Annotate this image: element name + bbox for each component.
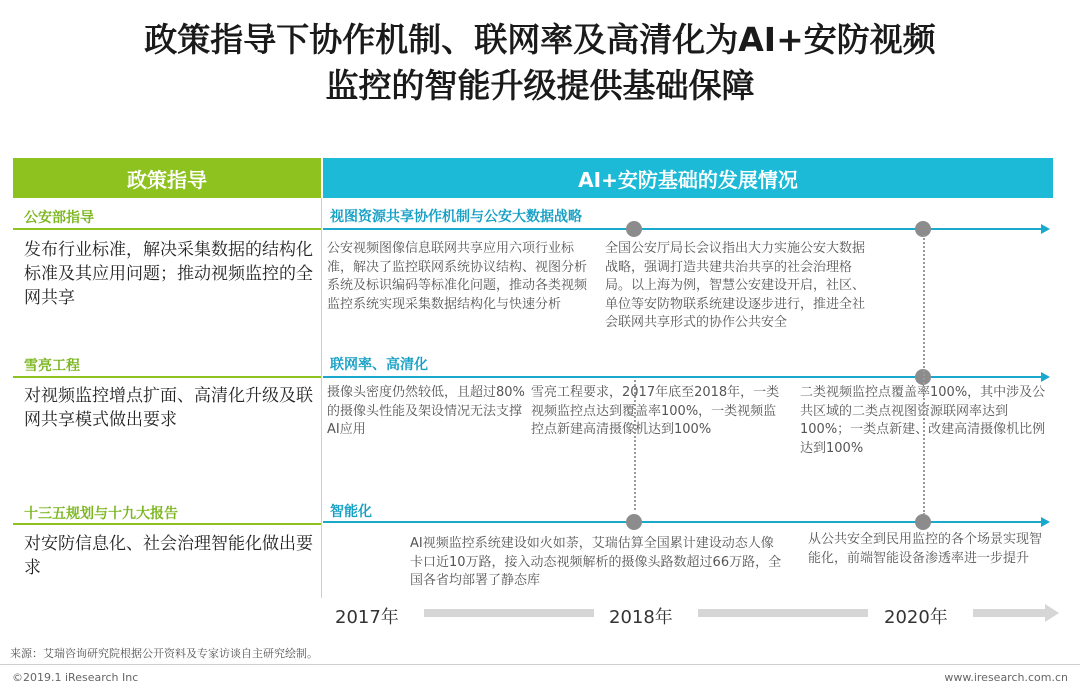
section-rule bbox=[13, 228, 321, 230]
timeline-line bbox=[323, 376, 1041, 378]
description-text: 全国公安厅局长会议指出大力实施公安大数据战略，强调打造共建共治共享的社会治理格局。以上海为例，智慧公安建设开启，社区、单位等安防物联系统建设逐步进行，推进全社会联网共享形式的协作公共安全 bbox=[605, 241, 866, 330]
section-label-mps: 公安部指导 bbox=[24, 210, 94, 226]
description-text: 二类视频监控点覆盖率100%，其中涉及公共区域的二类点视图资源联网率达到100%；一类点新建、改建高清摄像机比例达到100% bbox=[800, 385, 1046, 456]
timeline-connector bbox=[923, 235, 925, 515]
topic-label-intelligence: 智能化 bbox=[330, 504, 372, 520]
page-title-line1: 政策指导下协作机制、联网率及高清化为AI+安防视频 bbox=[144, 20, 936, 59]
section-rule bbox=[13, 376, 321, 378]
footer-divider bbox=[0, 664, 1080, 665]
axis-bar bbox=[973, 609, 1045, 617]
policy-text-five-year-plan: 对安防信息化、社会治理智能化做出要求 bbox=[24, 534, 313, 578]
timeline-dot bbox=[915, 514, 931, 530]
section-rule bbox=[13, 523, 321, 525]
axis-bar bbox=[698, 609, 868, 617]
section-label-five-year-plan: 十三五规划与十九大报告 bbox=[24, 506, 178, 522]
description-text: 公安视频图像信息联网共享应用六项行业标准，解决了监控联网系统协议结构、视图分析系统及标识编码等标准化问题，推动各类视频监控系统实现采集数据结构化与快速分析 bbox=[327, 241, 588, 312]
policy-text-sharp-eyes: 对视频监控增点扩面、高清化升级及联网共享模式做出要求 bbox=[24, 386, 313, 430]
column-divider bbox=[321, 198, 322, 598]
description-text: 摄像头密度仍然较低，且超过80%的摄像头性能及架设情况无法支撑AI应用 bbox=[327, 385, 525, 437]
timeline-dot bbox=[626, 514, 642, 530]
page-title-line2: 监控的智能升级提供基础保障 bbox=[325, 66, 755, 105]
development-header: AI+安防基础的发展情况 bbox=[323, 158, 1053, 198]
policy-text-mps: 发布行业标准，解决采集数据的结构化标准及其应用问题；推动视频监控的全网共享 bbox=[24, 240, 313, 308]
description-text: 从公共安全到民用监控的各个场景实现智能化，前端智能设备渗透率进一步提升 bbox=[808, 532, 1043, 566]
timeline-arrow-icon bbox=[1041, 517, 1050, 527]
section-label-sharp-eyes: 雪亮工程 bbox=[24, 358, 80, 374]
timeline-line bbox=[323, 521, 1041, 523]
description-text: 雪亮工程要求，2017年底至2018年，一类视频监控点达到覆盖率100%，一类视频监控点新建高清摄像机达到100% bbox=[531, 385, 780, 437]
description-text: AI视频监控系统建设如火如荼，艾瑞估算全国累计建设动态人像卡口近10万路，接入动态视频解析的摄像头路数超过66万路，全国各省均部署了静态库 bbox=[410, 536, 782, 588]
policy-guidance-header: 政策指导 bbox=[13, 158, 321, 198]
copyright: ©2019.1 iResearch Inc bbox=[12, 671, 139, 684]
timeline-arrow-icon bbox=[1041, 224, 1050, 234]
year-label-2017: 2017年 bbox=[335, 607, 399, 628]
topic-label-network: 联网率、高清化 bbox=[330, 357, 428, 373]
timeline-line bbox=[323, 228, 1041, 230]
timeline-arrow-icon bbox=[1041, 372, 1050, 382]
year-label-2018: 2018年 bbox=[609, 607, 673, 628]
topic-label-sharing: 视图资源共享协作机制与公安大数据战略 bbox=[330, 209, 582, 225]
timeline-dot bbox=[626, 221, 642, 237]
website: www.iresearch.com.cn bbox=[944, 671, 1068, 684]
axis-arrow-icon bbox=[1045, 604, 1059, 622]
source-note: 来源：艾瑞咨询研究院根据公开资料及专家访谈自主研究绘制。 bbox=[10, 647, 318, 660]
axis-bar bbox=[424, 609, 594, 617]
year-label-2020: 2020年 bbox=[884, 607, 948, 628]
